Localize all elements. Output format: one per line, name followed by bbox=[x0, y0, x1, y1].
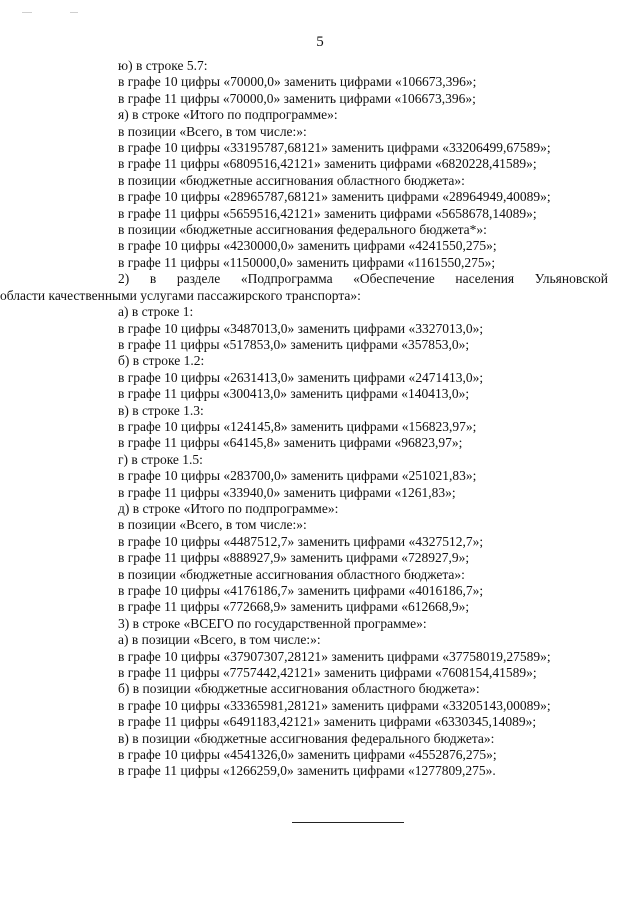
text-line: в графе 11 цифры «300413,0» заменить цифрами «140413,0»; bbox=[118, 386, 470, 402]
text-line: в графе 11 цифры «5659516,42121» заменить цифрами «5658678,14089»; bbox=[118, 205, 537, 221]
text-line: 3) в строке «ВСЕГО по государственной программе»: bbox=[118, 615, 427, 631]
text-line: в графе 10 цифры «2631413,0» заменить цифрами «2471413,0»; bbox=[118, 369, 484, 385]
closing-rule bbox=[292, 822, 404, 823]
page-number: 5 bbox=[316, 34, 324, 50]
text-line: в графе 10 цифры «4176186,7» заменить цифрами «4016186,7»; bbox=[118, 583, 484, 598]
text-line: в графе 11 цифры «6809516,42121» заменить цифрами «6820228,41589»; bbox=[118, 156, 537, 172]
text-line: в графе 11 цифры «7757442,42121» заменить цифрами «7608154,41589»; bbox=[118, 665, 537, 681]
text-line: в графе 10 цифры «33365981,28121» заменить цифрами «33205143,00089»; bbox=[118, 697, 551, 713]
text-line: я) в строке «Итого по подпрограмме»: bbox=[118, 107, 338, 123]
document-body bbox=[0, 58, 608, 780]
text-line: в графе 11 цифры «6491183,42121» заменить цифрами «6330345,14089»; bbox=[118, 714, 537, 730]
text-line: в графе 11 цифры «64145,8» заменить цифрами «96823,97»; bbox=[118, 435, 463, 451]
text-line: в графе 10 цифры «3487013,0» заменить цифрами «3327013,0»; bbox=[118, 320, 484, 336]
text-line: в графе 11 цифры «70000,0» заменить цифрами «106673,396»; bbox=[118, 90, 476, 106]
text-line: области качественными услугами пассажирского транспорта»: bbox=[0, 287, 361, 303]
text-line: в графе 11 цифры «33940,0» заменить цифрами «1261,83»; bbox=[118, 484, 456, 500]
text-line: в графе 10 цифры «70000,0» заменить цифрами «106673,396»; bbox=[118, 74, 477, 90]
scan-artifact bbox=[70, 12, 78, 13]
text-line: в графе 11 цифры «517853,0» заменить цифрами «357853,0»; bbox=[118, 336, 470, 352]
text-line: в позиции «бюджетные ассигнования областного бюджета»: bbox=[118, 566, 465, 582]
text-line: в графе 10 цифры «28965787,68121» заменить цифрами «28964949,40089»; bbox=[118, 189, 551, 205]
scan-artifact bbox=[22, 12, 32, 13]
text-line: в позиции «бюджетные ассигнования федерального бюджета*»: bbox=[118, 222, 487, 238]
text-line: в графе 10 цифры «37907307,28121» заменить цифрами «37758019,27589»; bbox=[118, 648, 551, 664]
text-line: в графе 11 цифры «1150000,0» заменить цифрами «1161550,275»; bbox=[118, 254, 496, 270]
text-line: а) в строке 1: bbox=[118, 304, 194, 320]
text-line: 2) в разделе «Подпрограмма «Обеспечение населения Ульяновской bbox=[118, 271, 608, 287]
text-line: г) в строке 1.5: bbox=[118, 451, 203, 467]
text-line: в графе 10 цифры «4230000,0» заменить цифрами «4241550,275»; bbox=[118, 238, 497, 254]
text-line: в графе 10 цифры «33195787,68121» заменить цифрами «33206499,67589»; bbox=[118, 140, 551, 156]
text-line: в графе 11 цифры «772668,9» заменить цифрами «612668,9»; bbox=[118, 599, 470, 615]
text-line: ю) в строке 5.7: bbox=[118, 58, 208, 73]
text-line: б) в строке 1.2: bbox=[118, 353, 205, 369]
text-line: в) в позиции «бюджетные ассигнования федерального бюджета»: bbox=[118, 730, 495, 746]
text-line: в позиции «бюджетные ассигнования областного бюджета»: bbox=[118, 172, 465, 188]
text-line: в графе 10 цифры «124145,8» заменить цифрами «156823,97»; bbox=[118, 418, 477, 434]
text-line: в графе 10 цифры «4541326,0» заменить цифрами «4552876,275»; bbox=[118, 747, 497, 763]
text-line: в графе 11 цифры «888927,9» заменить цифрами «728927,9»; bbox=[118, 550, 470, 566]
text-line: в) в строке 1.3: bbox=[118, 402, 204, 418]
text-line: в позиции «Всего, в том числе:»: bbox=[118, 517, 307, 533]
text-line: д) в строке «Итого по подпрограмме»: bbox=[118, 500, 339, 516]
text-line: в графе 11 цифры «1266259,0» заменить цифрами «1277809,275». bbox=[118, 763, 496, 779]
text-line: в позиции «Всего, в том числе:»: bbox=[118, 123, 307, 139]
text-line: в графе 10 цифры «283700,0» заменить цифрами «251021,83»; bbox=[118, 468, 477, 484]
text-line: а) в позиции «Всего, в том числе:»: bbox=[118, 632, 321, 648]
text-line: б) в позиции «бюджетные ассигнования областного бюджета»: bbox=[118, 681, 480, 697]
text-line: в графе 10 цифры «4487512,7» заменить цифрами «4327512,7»; bbox=[118, 533, 484, 549]
